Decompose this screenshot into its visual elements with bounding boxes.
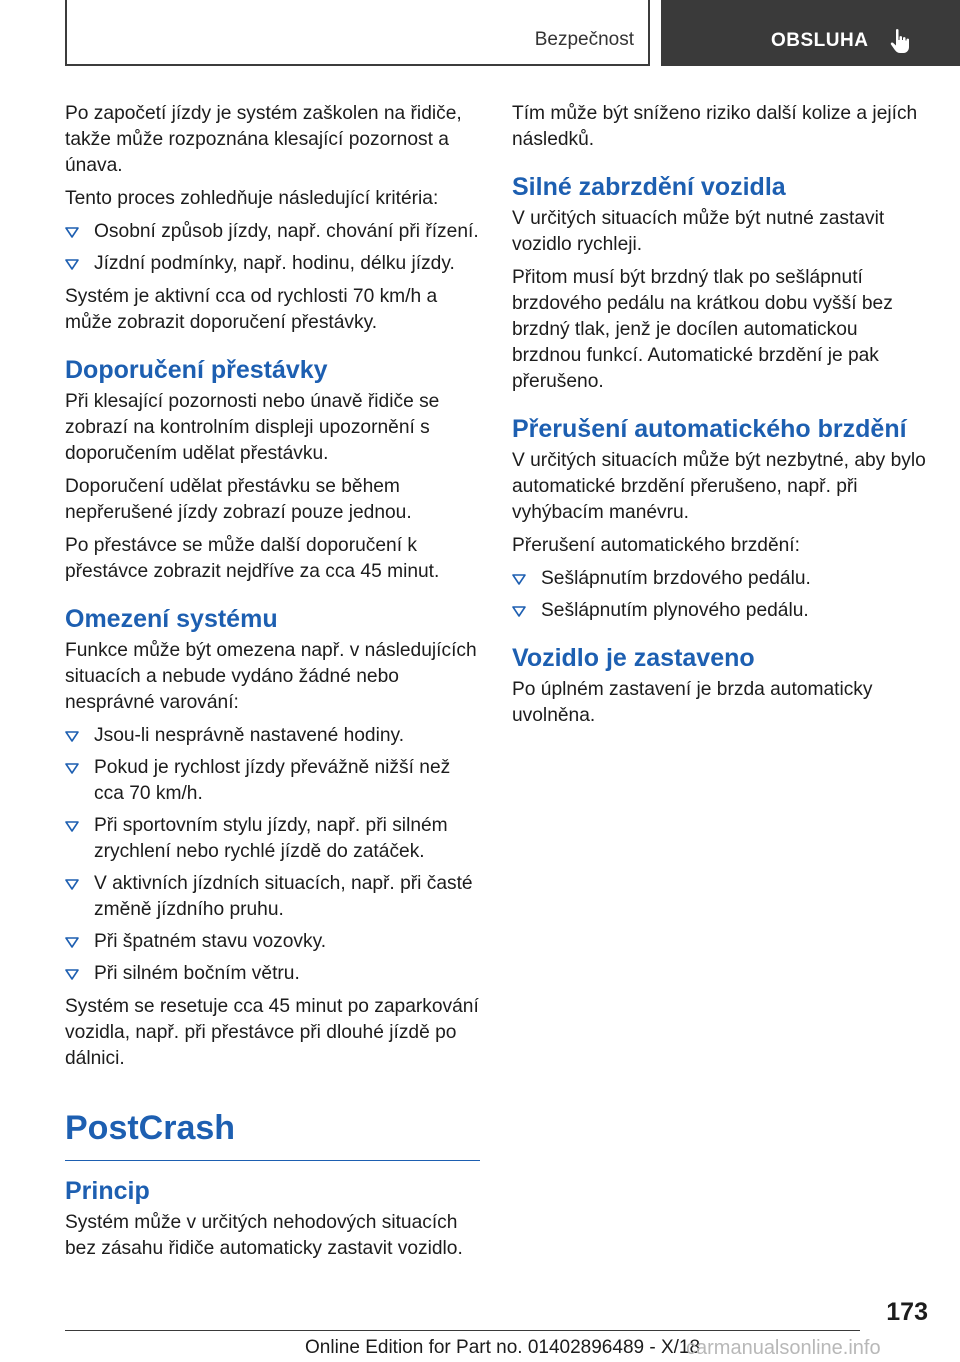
triangle-bullet-icon <box>65 227 79 238</box>
list-item <box>65 723 480 749</box>
list-item <box>65 813 480 865</box>
list-item-text: Osobní způsob jízdy, např. chování při řízení. <box>94 221 479 242</box>
list-item-text: Jízdní podmínky, např. hodinu, délku jízdy. <box>94 253 455 274</box>
list-item-text: Při špatném stavu vozovky. <box>94 931 327 952</box>
paragraph: Přerušení automatického brzdění: <box>512 535 800 556</box>
list-item-text: V aktivních jízdních situacích, např. při časté změně jízdního pruhu. <box>94 873 473 920</box>
section-title: Bezpečnost <box>534 29 634 50</box>
list-item-text: Sešlápnutím plynového pedálu. <box>541 600 809 621</box>
list-item <box>65 755 480 807</box>
triangle-bullet-icon <box>65 937 79 948</box>
heading-silne-zabrzdeni: Silné zabrzdění vozidla <box>512 173 786 201</box>
paragraph: Při klesající pozornosti nebo únavě řidiče se zobrazí na kontrolním displeji upozornění s doporučením udělat přestávku. <box>65 391 440 464</box>
watermark: carmanualsonline.info <box>686 1337 881 1359</box>
list-item-text: Při sportovním stylu jízdy, např. při silném zrychlení nebo rychlé jízdě do zatáček. <box>94 815 448 862</box>
page-number: 173 <box>886 1298 928 1326</box>
triangle-bullet-icon <box>512 606 526 617</box>
list-item <box>65 219 480 245</box>
section-tab <box>65 0 650 66</box>
list-item <box>65 871 480 923</box>
edition-text: Online Edition for Part no. 01402896489 - X/18 <box>305 1337 701 1358</box>
list-item-text: Sešlápnutím brzdového pedálu. <box>541 568 811 589</box>
heading-vozidlo-zastaveno: Vozidlo je zastaveno <box>512 644 755 672</box>
paragraph: Po započetí jízdy je systém zaškolen na řidiče, takže může rozpoznána klesající pozornost a únava. <box>65 103 462 176</box>
heading-postcrash: PostCrash <box>65 1106 480 1161</box>
paragraph: Systém se resetuje cca 45 minut po zaparkování vozidla, např. při přestávce při dlouhé jízdě po dálnici. <box>65 996 479 1069</box>
paragraph: Systém může v určitých nehodových situacích bez zásahu řidiče automaticky zastavit vozidlo. <box>65 1212 463 1259</box>
criteria-list <box>65 219 480 277</box>
right-column <box>512 101 927 736</box>
list-item <box>65 929 480 955</box>
triangle-bullet-icon <box>65 763 79 774</box>
triangle-bullet-icon <box>65 731 79 742</box>
paragraph: Systém je aktivní cca od rychlosti 70 km/h a může zobrazit doporučení přestávky. <box>65 286 438 333</box>
paragraph: V určitých situacích může být nezbytné, aby bylo automatické brzdění přerušeno, např. při vyhýbacím manévru. <box>512 450 926 523</box>
triangle-bullet-icon <box>65 879 79 890</box>
paragraph: Po úplném zastavení je brzda automaticky uvolněna. <box>512 679 873 726</box>
page-header <box>65 0 960 66</box>
list-item <box>512 598 927 624</box>
hand-pointer-icon <box>889 28 913 54</box>
paragraph: Tento proces zohledňuje následující kritéria: <box>65 188 439 209</box>
paragraph: Přitom musí být brzdný tlak po sešlápnutí brzdového pedálu na krátkou dobu vyšší bez brzdný tlak, jenž je docílen automatickou brzdnou funkcí. Automatické brzdění je pak přerušeno. <box>512 267 893 392</box>
list-item <box>65 251 480 277</box>
paragraph: Doporučení udělat přestávku se během nepřerušené jízdy zobrazí pouze jednou. <box>65 476 412 523</box>
heading-princip: Princip <box>65 1177 150 1205</box>
paragraph: V určitých situacích může být nutné zastavit vozidlo rychleji. <box>512 208 885 255</box>
paragraph: Funkce může být omezena např. v následujících situacích a nebude vydáno žádné nebo nesprávné varování: <box>65 640 477 713</box>
heading-omezeni: Omezení systému <box>65 605 278 633</box>
paragraph: Tím může být sníženo riziko další kolize a jejích následků. <box>512 103 918 150</box>
paragraph: Po přestávce se může další doporučení k přestávce zobrazit nejdříve za cca 45 minut. <box>65 535 440 582</box>
chapter-tab <box>661 0 960 66</box>
list-item-text: Jsou-li nesprávně nastavené hodiny. <box>94 725 405 746</box>
list-item <box>512 566 927 592</box>
list-item <box>65 961 480 987</box>
chapter-title: OBSLUHA <box>771 30 869 51</box>
heading-preruseni: Přerušení automatického brzdění <box>512 415 907 443</box>
triangle-bullet-icon <box>65 821 79 832</box>
triangle-bullet-icon <box>65 969 79 980</box>
list-item-text: Pokud je rychlost jízdy převážně nižší než cca 70 km/h. <box>94 757 451 804</box>
list-item-text: Při silném bočním větru. <box>94 963 300 984</box>
heading-doporuceni: Doporučení přestávky <box>65 356 328 384</box>
triangle-bullet-icon <box>512 574 526 585</box>
triangle-bullet-icon <box>65 259 79 270</box>
limitations-list <box>65 723 480 987</box>
interrupt-list <box>512 566 927 624</box>
footer-divider <box>65 1330 860 1331</box>
left-column <box>65 101 480 1269</box>
